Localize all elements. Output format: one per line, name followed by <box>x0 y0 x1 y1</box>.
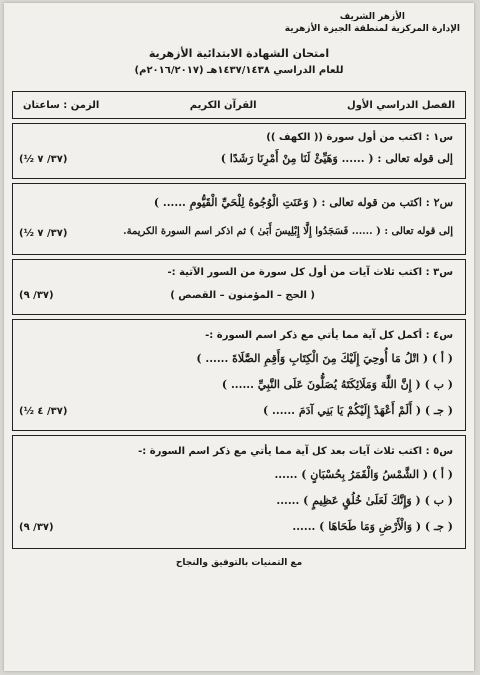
question-item-b: ( ب ) ( وَإِنَّكَ لَعَلَىٰ خُلُقٍ عَظِيمٍ ) ...... <box>276 494 453 507</box>
subject-label: القرآن الكريم <box>189 99 257 111</box>
question-prompt: ( الحج – المؤمنون – القصص ) <box>170 290 315 301</box>
institution-name: الأزهر الشريف <box>339 12 405 22</box>
term-label: الفصل الدراسي الأول <box>347 99 455 111</box>
question-score: (٣٧/ ٤ ½) <box>19 406 68 417</box>
question-4 <box>12 319 466 431</box>
question-5 <box>12 435 466 549</box>
academic-year: للعام الدراسي ١٤٣٧/١٤٣٨هـ (٢٠١٦/٢٠١٧م) <box>134 65 344 76</box>
department-name: الإدارة المركزية لمنطقة الجيزة الأزهرية <box>284 24 460 34</box>
exam-title: امتحان الشهادة الابتدائية الأزهرية <box>148 47 330 60</box>
closing-wish: مع التمنيات بالتوفيق والنجاح <box>175 558 303 568</box>
exam-sheet <box>4 3 474 671</box>
question-item-a: ( أ ) ( الشَّمْسُ وَالْقَمَرُ بِحُسْبَانٍ ) ...... <box>274 468 453 481</box>
time-label: الزمن : ساعتان <box>23 99 100 111</box>
question-score: (٣٧/ ٩) <box>19 290 54 301</box>
institution-header <box>285 11 460 35</box>
question-title: س٤ : أكمل كل آية مما يأتي مع ذكر اسم السورة :- <box>205 330 453 341</box>
question-prompt: إلى قوله تعالى : ( ...... فَسَجَدُوا إِلَّا إِبْلِيسَ أَبَىٰ ) ثم اذكر اسم السورة الكريمة. <box>123 226 453 237</box>
question-item-c: ( جـ ) ( أَلَمْ أَعْهَدْ إِلَيْكُمْ يَا بَنِي آدَمَ ...... ) <box>263 404 453 417</box>
question-1 <box>12 123 466 179</box>
question-title: س٣ : اكتب ثلاث آيات من أول كل سورة من السور الآتية :- <box>167 267 453 278</box>
question-title: س٥ : اكتب ثلاث آيات بعد كل آية مما يأتي مع ذكر اسم السورة :- <box>138 446 453 457</box>
question-3 <box>12 259 466 315</box>
question-title: س١ : اكتب من أول سورة (( الكهف )) <box>266 132 453 143</box>
exam-info-row <box>12 91 466 119</box>
question-score: (٣٧/ ٧ ½) <box>19 154 68 165</box>
question-item-b: ( ب ) ( إِنَّ اللَّهَ وَمَلَائِكَتَهُ يُصَلُّونَ عَلَى النَّبِيِّ ...... ) <box>221 378 453 391</box>
question-item-c: ( جـ ) ( وَالْأَرْضِ وَمَا طَحَاهَا ) ...... <box>292 520 453 533</box>
question-title: س٢ : اكتب من قوله تعالى : ( وَعَنَتِ الْوُجُوهُ لِلْحَيِّ الْقَيُّومِ ...... ) <box>153 196 453 209</box>
question-item-a: ( أ ) ( اتْلُ مَا أُوحِيَ إِلَيْكَ مِنَ الْكِتَابِ وَأَقِمِ الصَّلَاةَ ...... ) <box>196 352 453 365</box>
question-score: (٣٧/ ٩) <box>19 522 54 533</box>
question-2 <box>12 183 466 255</box>
question-score: (٣٧/ ٧ ½) <box>19 228 68 239</box>
question-prompt: إلى قوله تعالى : ( ...... وَهَيِّئْ لَنَا مِنْ أَمْرِنَا رَشَدًا ) <box>220 152 453 165</box>
